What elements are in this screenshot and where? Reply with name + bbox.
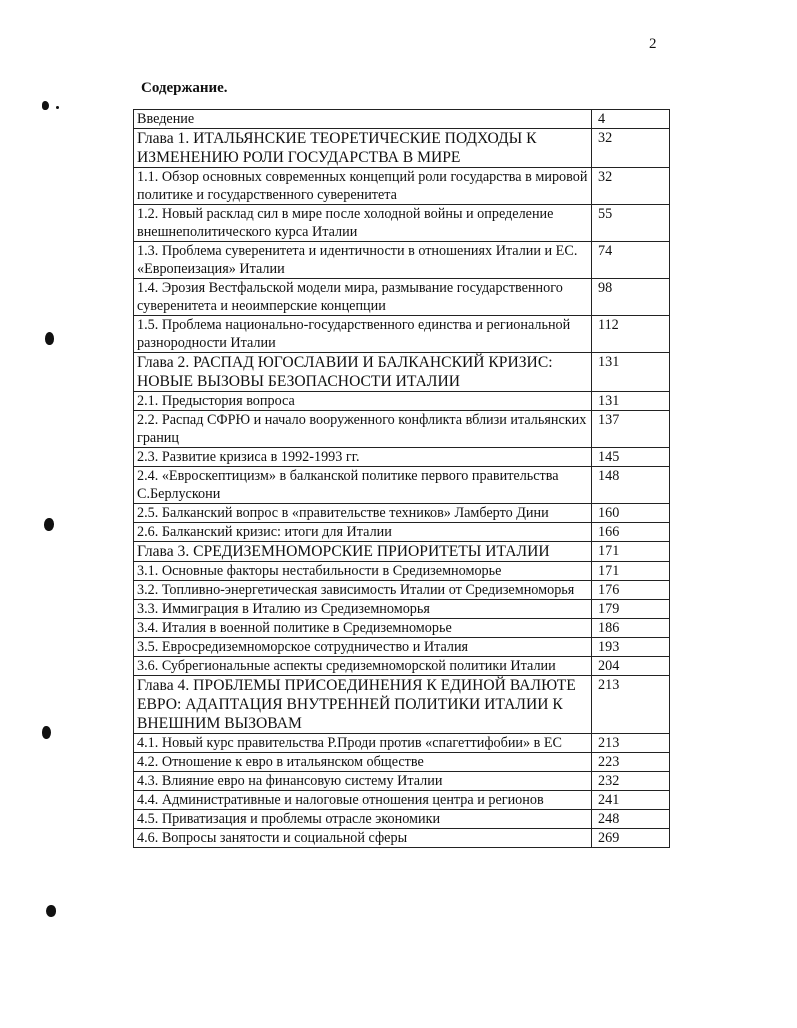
- binding-hole-mark: [45, 332, 54, 345]
- page-ref: 131: [592, 353, 670, 392]
- toc-row: [134, 504, 670, 523]
- page-ref: 213: [592, 734, 670, 753]
- toc-row: [134, 619, 670, 638]
- section-title: 3.1. Основные факторы нестабильности в Средиземноморье: [134, 562, 592, 581]
- section-title: 3.3. Иммиграция в Италию из Средиземноморья: [134, 600, 592, 619]
- binding-hole-mark: [46, 905, 56, 917]
- toc-body: [134, 110, 670, 848]
- page-ref: 223: [592, 753, 670, 772]
- toc-row: [134, 523, 670, 542]
- page-ref: 98: [592, 279, 670, 316]
- section-title: 1.4. Эрозия Вестфальской модели мира, размывание государственного суверенитета и неоимперские концепции: [134, 279, 592, 316]
- toc-chapter-row: [134, 676, 670, 734]
- toc-chapter-row: [134, 542, 670, 562]
- section-title: Введение: [134, 110, 592, 129]
- toc-row: [134, 810, 670, 829]
- scan-speck: [56, 106, 59, 109]
- section-title: 4.3. Влияние евро на финансовую систему Италии: [134, 772, 592, 791]
- page-ref: 32: [592, 168, 670, 205]
- toc-row: [134, 448, 670, 467]
- section-title: 4.4. Административные и налоговые отношения центра и регионов: [134, 791, 592, 810]
- toc-row: [134, 753, 670, 772]
- page-ref: 55: [592, 205, 670, 242]
- page-ref: 4: [592, 110, 670, 129]
- toc-row: [134, 205, 670, 242]
- page-ref: 148: [592, 467, 670, 504]
- binding-hole-mark: [42, 726, 51, 739]
- toc-row: [134, 168, 670, 205]
- page-ref: 131: [592, 392, 670, 411]
- binding-hole-mark: [44, 518, 54, 531]
- scan-speck: [42, 101, 49, 110]
- section-title: 2.3. Развитие кризиса в 1992-1993 гг.: [134, 448, 592, 467]
- section-title: 2.1. Предыстория вопроса: [134, 392, 592, 411]
- chapter-title: Глава 4. ПРОБЛЕМЫ ПРИСОЕДИНЕНИЯ К ЕДИНОЙ ВАЛЮТЕ ЕВРО: АДАПТАЦИЯ ВНУТРЕННЕЙ ПОЛИТИКИ ИТАЛИИ К ВНЕШНИМ ВЫЗОВАМ: [134, 676, 592, 734]
- section-title: 3.4. Италия в военной политике в Средиземноморье: [134, 619, 592, 638]
- section-title: 2.2. Распад СФРЮ и начало вооруженного конфликта вблизи итальянских границ: [134, 411, 592, 448]
- toc-row: [134, 772, 670, 791]
- section-title: 2.6. Балканский кризис: итоги для Италии: [134, 523, 592, 542]
- toc-table: [133, 109, 670, 848]
- section-title: 4.1. Новый курс правительства Р.Проди против «спагеттифобии» в ЕС: [134, 734, 592, 753]
- toc-row: [134, 242, 670, 279]
- page-ref: 186: [592, 619, 670, 638]
- page-ref: 232: [592, 772, 670, 791]
- chapter-title: Глава 2. РАСПАД ЮГОСЛАВИИ И БАЛКАНСКИЙ КРИЗИС: НОВЫЕ ВЫЗОВЫ БЕЗОПАСНОСТИ ИТАЛИИ: [134, 353, 592, 392]
- section-title: 4.2. Отношение к евро в итальянском обществе: [134, 753, 592, 772]
- toc-chapter-row: [134, 129, 670, 168]
- toc-row: [134, 467, 670, 504]
- page-ref: 213: [592, 676, 670, 734]
- page-ref: 171: [592, 562, 670, 581]
- page-ref: 112: [592, 316, 670, 353]
- toc-row: [134, 562, 670, 581]
- page-ref: 204: [592, 657, 670, 676]
- page-ref: 166: [592, 523, 670, 542]
- page-ref: 171: [592, 542, 670, 562]
- toc-row: [134, 638, 670, 657]
- page-number: 2: [649, 36, 657, 52]
- section-title: 1.2. Новый расклад сил в мире после холодной войны и определение внешнеполитического курса Италии: [134, 205, 592, 242]
- toc-row: [134, 734, 670, 753]
- toc-row: [134, 279, 670, 316]
- toc-chapter-row: [134, 353, 670, 392]
- toc-row: [134, 600, 670, 619]
- toc-row: [134, 657, 670, 676]
- toc-row: [134, 581, 670, 600]
- toc-heading: Содержание.: [141, 80, 228, 96]
- page-ref: 160: [592, 504, 670, 523]
- page-ref: 193: [592, 638, 670, 657]
- page-ref: 176: [592, 581, 670, 600]
- section-title: 1.5. Проблема национально-государственного единства и региональной разнородности Италии: [134, 316, 592, 353]
- page-ref: 248: [592, 810, 670, 829]
- section-title: 3.2. Топливно-энергетическая зависимость Италии от Средиземноморья: [134, 581, 592, 600]
- section-title: 2.5. Балканский вопрос в «правительстве техников» Ламберто Дини: [134, 504, 592, 523]
- section-title: 1.1. Обзор основных современных концепций роли государства в мировой политике и государственного суверенитета: [134, 168, 592, 205]
- page-ref: 269: [592, 829, 670, 848]
- section-title: 4.6. Вопросы занятости и социальной сферы: [134, 829, 592, 848]
- page-ref: 241: [592, 791, 670, 810]
- chapter-title: Глава 1. ИТАЛЬЯНСКИЕ ТЕОРЕТИЧЕСКИЕ ПОДХОДЫ К ИЗМЕНЕНИЮ РОЛИ ГОСУДАРСТВА В МИРЕ: [134, 129, 592, 168]
- chapter-title: Глава 3. СРЕДИЗЕМНОМОРСКИЕ ПРИОРИТЕТЫ ИТАЛИИ: [134, 542, 592, 562]
- toc-row: [134, 392, 670, 411]
- toc-row: [134, 316, 670, 353]
- section-title: 3.6. Субрегиональные аспекты средиземноморской политики Италии: [134, 657, 592, 676]
- section-title: 2.4. «Евроскептицизм» в балканской политике первого правительства С.Берлускони: [134, 467, 592, 504]
- page-ref: 32: [592, 129, 670, 168]
- toc-row: [134, 110, 670, 129]
- page-ref: 74: [592, 242, 670, 279]
- page-ref: 179: [592, 600, 670, 619]
- page-ref: 145: [592, 448, 670, 467]
- section-title: 3.5. Евросредиземноморское сотрудничество и Италия: [134, 638, 592, 657]
- toc-row: [134, 411, 670, 448]
- toc-row: [134, 829, 670, 848]
- page-ref: 137: [592, 411, 670, 448]
- section-title: 4.5. Приватизация и проблемы отрасле экономики: [134, 810, 592, 829]
- section-title: 1.3. Проблема суверенитета и идентичности в отношениях Италии и ЕС. «Европеизация» Италии: [134, 242, 592, 279]
- toc-row: [134, 791, 670, 810]
